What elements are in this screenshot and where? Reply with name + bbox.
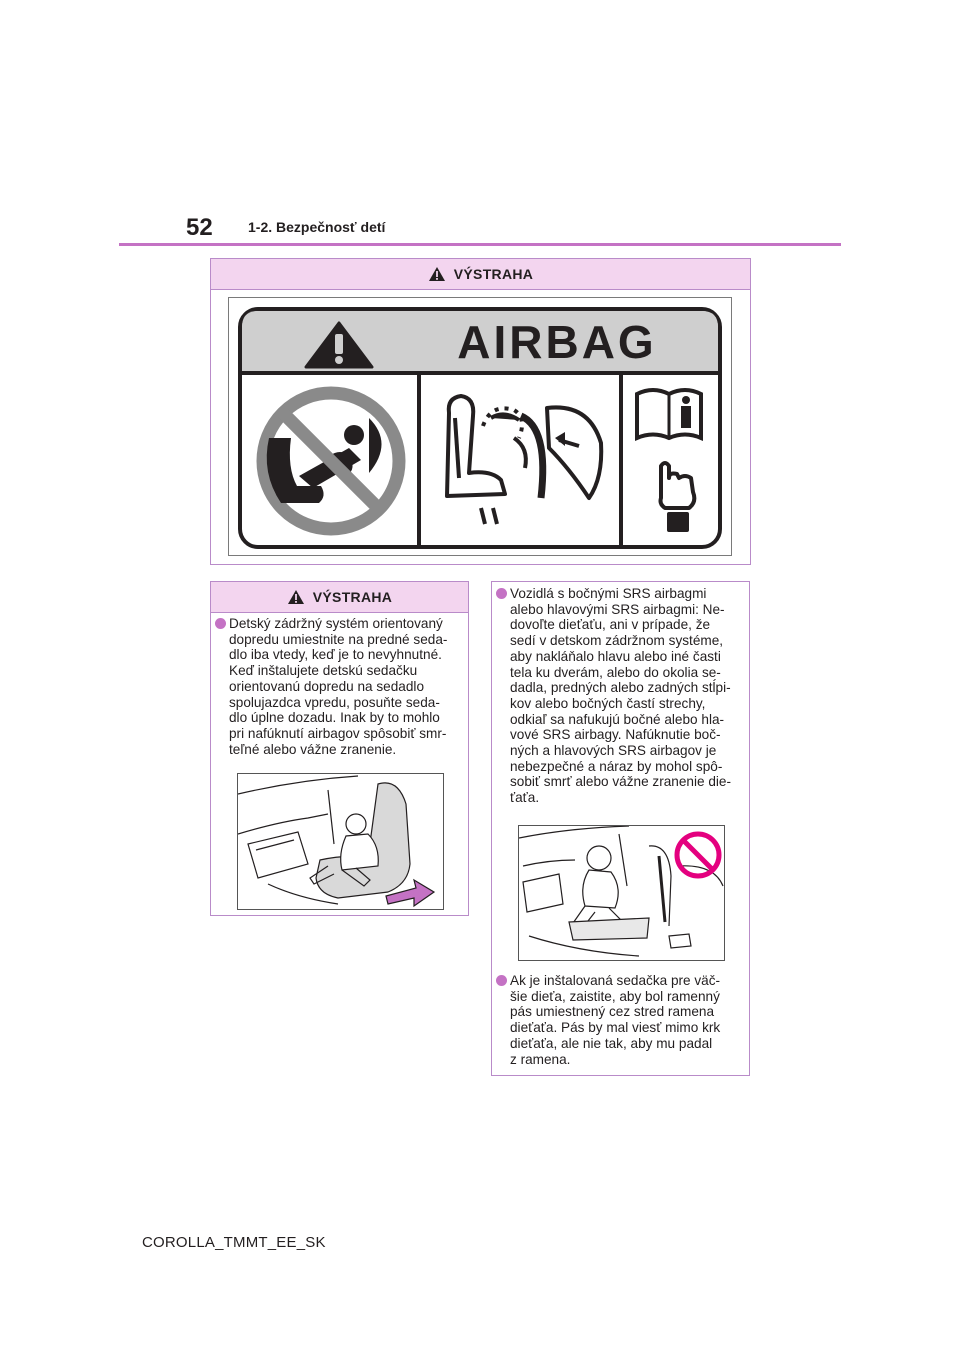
warning-title: VÝSTRAHA [453, 266, 534, 282]
child-seat-drawing [238, 774, 443, 909]
list-item [215, 616, 467, 757]
section-title: 1-2. Bezpečnosť detí [248, 219, 386, 235]
child-seat-illustration [237, 773, 444, 910]
document-code: COROLLA_TMMT_EE_SK [142, 1234, 326, 1251]
left-warning-box [210, 581, 469, 916]
warning-title: VÝSTRAHA [312, 589, 393, 605]
right-warning-box [491, 581, 750, 1076]
warning-triangle-icon [287, 589, 305, 605]
warning-header [211, 582, 468, 613]
read-manual-icon [637, 390, 701, 438]
airbag-label-text: AIRBAG [457, 316, 657, 368]
child-leaning-drawing [519, 826, 724, 960]
bullet-dot-icon [215, 618, 226, 629]
warning-triangle-icon [428, 266, 446, 282]
header-rule [119, 243, 841, 246]
warning-header [211, 259, 750, 290]
child-leaning-illustration [518, 825, 725, 961]
airbag-label-svg [229, 298, 731, 555]
bullet-text: Vozidlá s bočnými SRS airbagmi alebo hlavovými SRS airbagmi: Ne- dovoľte dieťaťu, ani v prípade, že sedí v detskom zádržnom systéme, aby nakláňalo hlavu alebo iné časti tela ku dverám, alebo do okolia se- dadla, predných alebo zadných stĺpi- kov alebo bočných častí strechy, odkiaľ sa nafukujú bočné alebo hla- vové SRS airbagy. Nafúknutie boč- ných a hlavových SRS airbagov je nebezpečné a náraz by mohol spô- sobiť smrť alebo vážne zranenie die- ťaťa. [510, 586, 732, 806]
airbag-label-figure [228, 297, 732, 556]
bullet-text: Detský zádržný systém orientovaný dopredu umiestnite na predné seda- dlo iba vtedy, keď je to nevyhnutné. Keď inštalujete detskú sedačku orientovanú dopredu na sedadlo spolujazdca vpredu, posuňte seda- dlo úplne dozadu. Inak by to mohlo pri nafúknutí airbagov spôsobiť smr- teľné alebo vážne zranenie. [229, 616, 448, 757]
bullet-dot-icon [496, 975, 507, 986]
list-item [496, 586, 748, 806]
bullet-dot-icon [496, 588, 507, 599]
page-number: 52 [186, 214, 213, 241]
list-item [496, 973, 748, 1067]
bullet-text: Ak je inštalovaná sedačka pre väč- šie dieťa, zaistite, aby bol ramenný pás umiestnený cez stred ramena dieťaťa. Pás by mal viesť mimo krk dieťaťa, ale nie tak, aby mu padal z ramena. [510, 973, 721, 1067]
